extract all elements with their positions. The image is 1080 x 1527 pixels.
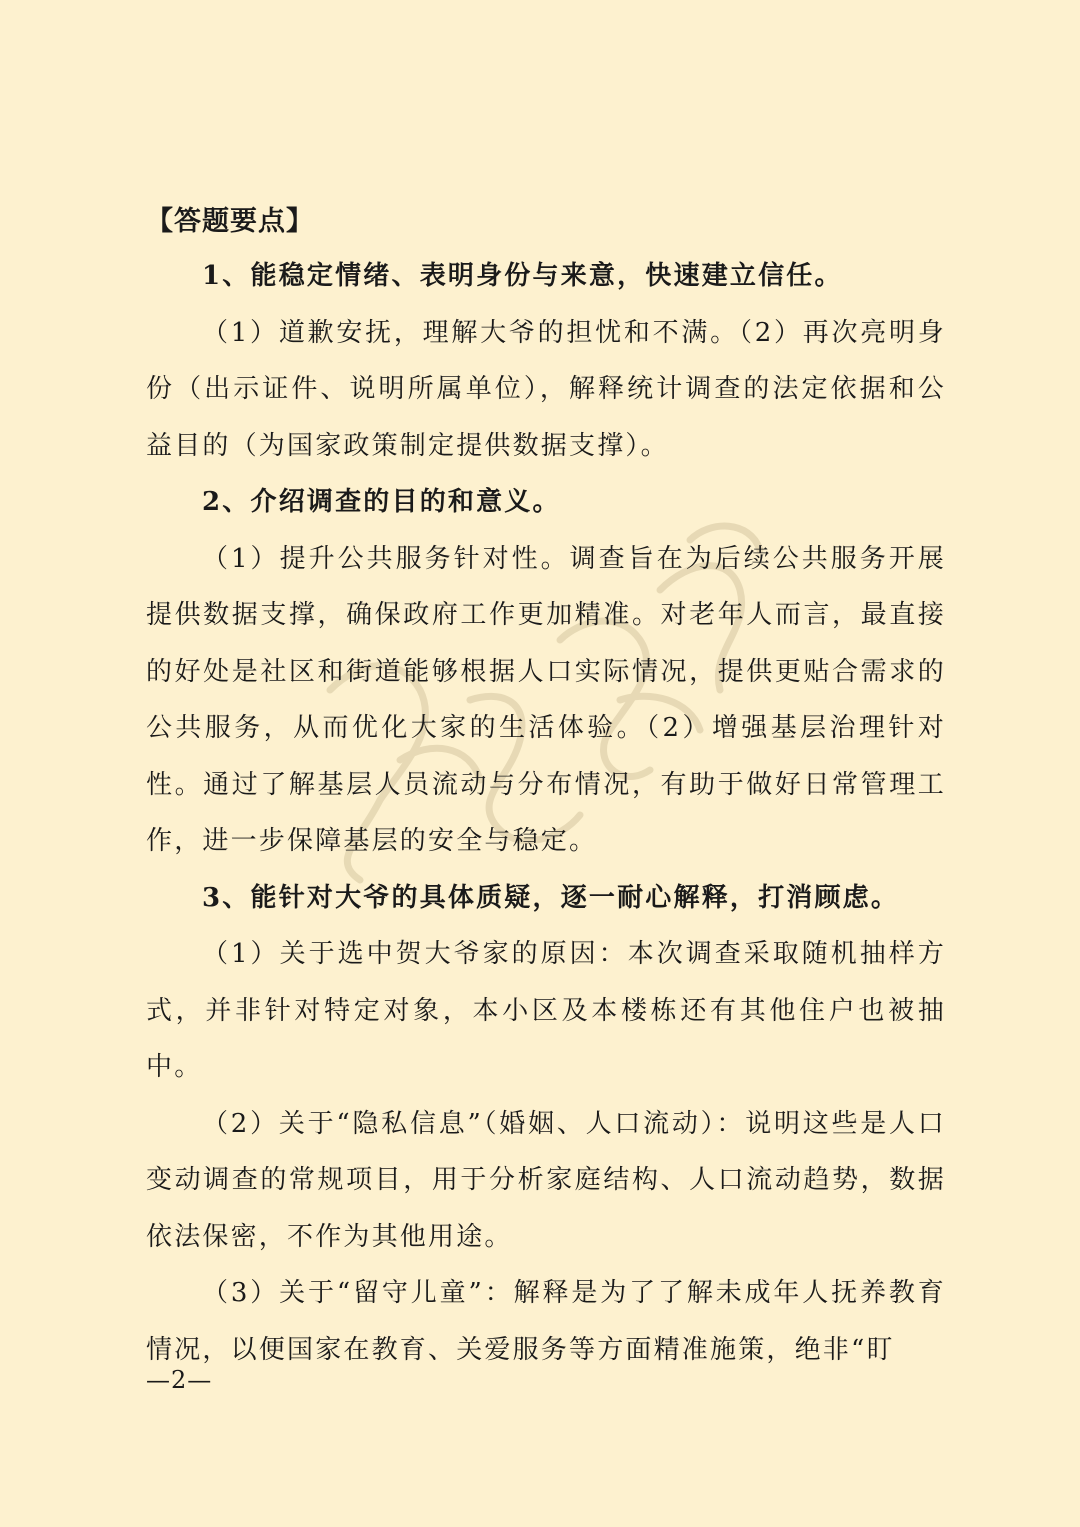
point-2-paragraph-1: （1）提升公共服务针对性。调查旨在为后续公共服务开展提供数据支撑，确保政府工作更加精准。对老年人而言，最直接的好处是社区和街道能够根据人口实际情况，提供更贴合需求的公共服务，从而优化大家的生活体验。（2）增强基层治理针对性。通过了解基层人员流动与分布情况，有助于做好日常管理工作，进一步保障基层的安全与稳定。	[146, 543, 946, 856]
point-3-paragraph-1: （1）关于选中贺大爷家的原因：本次调查采取随机抽样方式，并非针对特定对象，本小区及本楼栋还有其他住户也被抽中。	[146, 939, 946, 1082]
point-3-title: 3、能针对大爷的具体质疑，逐一耐心解释，打消顾虑。	[202, 882, 900, 913]
point-2-title: 2、介绍调查的目的和意义。	[202, 487, 561, 517]
point-1-title: 1、能稳定情绪、表明身份与来意，快速建立信任。	[202, 261, 843, 291]
page-number: —2—	[146, 1366, 213, 1394]
answer-key-body	[146, 196, 946, 1378]
point-3-paragraph-3: （3）关于“留守儿童”：解释是为了了解未成年人抚养教育情况，以便国家在教育、关爱服务等方面精准施策，绝非“盯	[146, 1278, 946, 1365]
point-1-paragraph-1: （1）道歉安抚，理解大爷的担忧和不满。（2）再次亮明身份（出示证件、说明所属单位），解释统计调查的法定依据和公益目的（为国家政策制定提供数据支撑）。	[146, 317, 946, 461]
section-heading: 【答题要点】	[146, 206, 314, 237]
point-3-paragraph-2: （2）关于“隐私信息”（婚姻、人口流动）：说明这些是人口变动调查的常规项目，用于分析家庭结构、人口流动趋势，数据依法保密，不作为其他用途。	[146, 1108, 946, 1252]
